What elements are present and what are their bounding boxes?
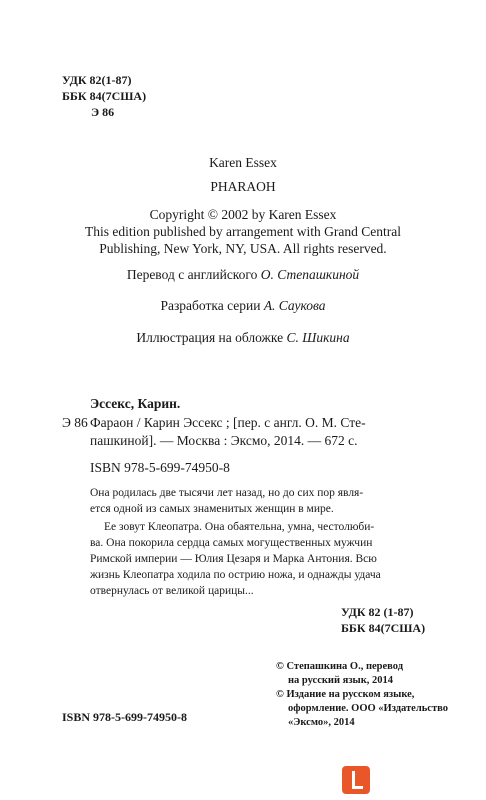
credit-name: С. Шикина [286,330,350,345]
catalog-heading: Эссекс, Карин. [90,396,181,411]
rights-line: © Степашкина О., перевод [276,661,404,672]
annotation-line: ва. Она покорила сердца самых могущественных мужчин [90,537,373,549]
annotation-line: отвернулась от великой царицы... [90,585,254,597]
udk-code: УДК 82(1-87) [62,73,132,87]
udk-code-bottom: УДК 82 (1-87) [341,605,414,619]
catalog-isbn: ISBN 978-5-699-74950-8 [90,460,230,475]
bbk-code-bottom: ББК 84(7США) [341,621,426,635]
original-title: PHARAOH [210,179,276,194]
annotation-line: ется одной из самых знаменитых женщин в мире. [90,503,334,515]
rights-line: оформление. ООО «Издательство [288,703,448,714]
credit-label: Разработка серии [160,298,264,313]
series-credit [0,297,486,315]
catalog-line: пашкиной]. — Москва : Эксмо, 2014. — 672 с. [90,433,358,448]
rights-line: на русский язык, 2014 [288,675,394,686]
credit-name: А. Саукова [263,298,326,313]
credit-label: Перевод с английского [126,267,261,282]
rights-line: © Издание на русском языке, [276,689,415,700]
credit-label: Иллюстрация на обложке [136,330,287,345]
copyright-line: This edition published by arrangement with Grand Central [84,224,402,239]
annotation-line: жизнь Клеопатра ходила по острию ножа, и однажды удача [90,569,381,581]
original-author: Karen Essex [209,155,277,170]
annotation-line: Римской империи — Юлия Цезаря и Марка Антония. Всю [90,553,377,565]
translator-credit [0,266,486,284]
bottom-isbn: ISBN 978-5-699-74950-8 [62,710,187,724]
bbk-code: ББК 84(7США) [62,89,147,103]
copyright-line: Publishing, New York, NY, USA. All rights reserved. [99,241,387,256]
annotation-line: Ее зовут Клеопатра. Она обаятельна, умна, честолюби- [104,521,375,533]
publisher-logo-icon [342,766,370,794]
catalog-code: Э 86 [62,415,88,430]
rights-line: «Эксмо», 2014 [288,717,355,728]
annotation-line: Она родилась две тысячи лет назад, но до сих пор явля- [90,487,364,499]
copyright-line: Copyright © 2002 by Karen Essex [149,207,337,222]
catalog-line: Фараон / Карин Эссекс ; [пер. с англ. О. М. Сте- [90,415,366,430]
author-mark: Э 86 [91,105,115,119]
cover-credit [0,329,486,347]
credit-name: О. Степашкиной [260,267,360,282]
